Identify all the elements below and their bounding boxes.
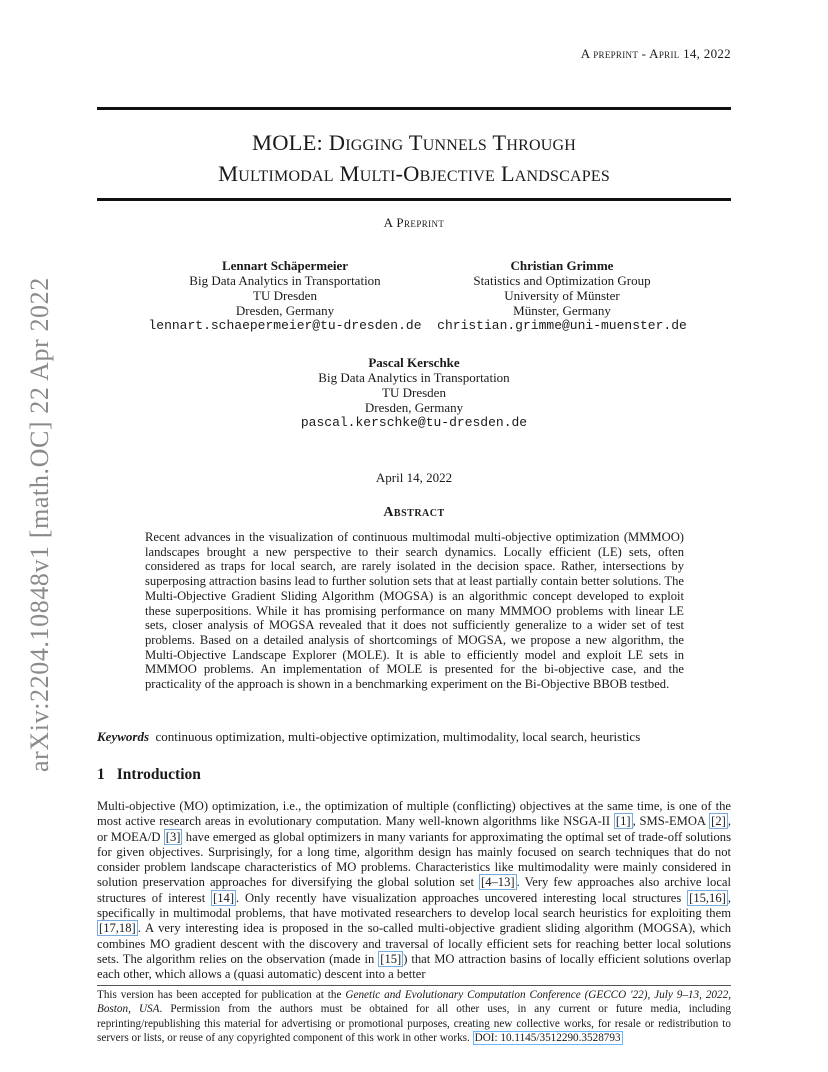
author-email[interactable]: pascal.kerschke@tu-dresden.de <box>300 415 528 430</box>
title-line-1: MOLE: Digging Tunnels Through <box>251 130 577 155</box>
abstract-heading: Abstract <box>383 505 445 520</box>
author-block <box>422 258 702 333</box>
author-institution: TU Dresden <box>253 288 317 303</box>
author-affiliation: Big Data Analytics in Transportation <box>318 370 510 385</box>
keywords-label: Keywords <box>97 729 149 744</box>
footnote <box>97 988 731 1046</box>
author-location: Münster, Germany <box>513 303 611 318</box>
paper-title <box>97 127 731 189</box>
author-institution: University of Münster <box>504 288 620 303</box>
author-email[interactable]: lennart.schaepermeier@tu-dresden.de <box>148 318 422 333</box>
text-run: have emerged as global optimizers in many variants for approximating the optimal set of trade-off solutions for given objectives. Surprisingly, for a long time, algorithm design has mainly focused on search techniques that do not consider problem landscape characteristics of MO problems. Characteristics like multimodality were mainly considered in solution preservation approaches for diversifying the global solution set <box>97 829 731 890</box>
text-run: , specifically in multimodal problems, that have motivated researchers to develop local search heuristics for exploiting them <box>97 890 732 921</box>
author-location: Dresden, Germany <box>364 400 464 415</box>
abstract-text: Recent advances in the visualization of continuous multimodal multi-objective optimization (MMMOO) landscapes brought a new perspective to their search dynamics. Locally efficient (LE) sets, often considered as traps for local search, are rarely isolated in the decision space. Rather, intersections by superposing attraction basins lead to further solution sets that at least partially contain better solutions. The Multi-Objective Gradient Sliding Algorithm (MOGSA) is an algorithmic concept developed to exploit these superpositions. While it has promising performance on many MMMOO problems with linear LE sets, closer analysis of MOGSA revealed that it does not sufficiently generalize to a wider set of test problems. Based on a detailed analysis of shortcomings of MOGSA, we propose a new algorithm, the Multi-Objective Landscape Explorer (MOLE). It is able to efficiently model and exploit LE sets in MMMOO problems. An implementation of MOLE is presented for the bi-objective case, and the practicality of the approach is shown in a benchmarking experiment on the Bi-Objective BBOB testbed. <box>145 530 684 692</box>
text-run: . A very interesting idea is proposed in the so-called multi-objective gradient sliding algorithm (MOGSA), which combines MO gradient descent with the discovery and traversal of locally efficient sets for reaching better local solutions sets. The algorithm relies on the observation (made in <box>97 921 731 966</box>
author-email[interactable]: christian.grimme@uni-muenster.de <box>437 318 687 333</box>
citation-link[interactable]: [14] <box>213 890 235 905</box>
text-run: Multi-objective (MO) optimization, i.e., the optimization of multiple (conflicting) objectives at the same time, is one of the most active research areas in evolutionary computation. Many well-known algorithms like NSGA-II <box>97 799 731 829</box>
title-line-2: Multimodal Multi-Objective Landscapes <box>218 161 610 186</box>
text-run: . Only recently have visualization approaches uncovered interesting local structures <box>236 890 688 905</box>
citation-link[interactable]: [1] <box>615 814 631 829</box>
author-name: Lennart Schäpermeier <box>221 258 348 273</box>
author-affiliation: Big Data Analytics in Transportation <box>189 273 381 288</box>
paper-date: April 14, 2022 <box>375 470 453 485</box>
keywords-text: continuous optimization, multi-objective optimization, multimodality, local search, heuristics <box>155 729 641 744</box>
running-header: A preprint - April 14, 2022 <box>580 46 731 61</box>
author-block <box>264 355 564 430</box>
author-name: Christian Grimme <box>510 258 614 273</box>
citation-link[interactable]: [4–13] <box>481 875 515 890</box>
text-run: This version has been accepted for publication at the <box>97 989 346 1001</box>
text-run: . Permission from the authors must be obtained for all other uses, in any current or future media, including reprinting/republishing this material for advertising or promotional purposes, creating new collective works, for resale or redistribution to servers or lists, or reuse of any copyrighted component of this work in other works. <box>97 1003 731 1045</box>
author-institution: TU Dresden <box>382 385 446 400</box>
author-location: Dresden, Germany <box>235 303 335 318</box>
author-block <box>120 258 450 333</box>
citation-link[interactable]: [15,16] <box>689 890 726 905</box>
author-name: Pascal Kerschke <box>368 355 460 370</box>
text-run: ) that MO attraction basins of locally efficient solutions overlap each other, which allows a (quasi automatic) descent into a better <box>97 951 731 982</box>
text-run: . Very few approaches also archive local structures of interest <box>97 875 731 905</box>
title-top-rule <box>97 107 731 110</box>
preprint-label: A Preprint <box>383 215 445 230</box>
citation-link[interactable]: [3] <box>165 829 181 844</box>
citation-link[interactable]: [17,18] <box>99 921 136 936</box>
section-number: 1 <box>97 766 105 783</box>
arxiv-stamp[interactable]: arXiv:2204.10848v1 [math.OC] 22 Apr 2022 <box>25 277 54 772</box>
doi-link[interactable]: DOI: 10.1145/3512290.3528793 <box>474 1032 621 1045</box>
section-title: Introduction <box>116 766 201 783</box>
text-run: , or MOEA/D <box>97 814 731 844</box>
section-heading <box>97 766 201 784</box>
citation-link[interactable]: [15] <box>380 951 402 966</box>
text-run: , SMS-EMOA <box>632 814 710 829</box>
title-bottom-rule <box>97 198 731 201</box>
keywords <box>97 729 640 745</box>
intro-paragraph <box>97 799 731 983</box>
venue-text: Genetic and Evolutionary Computation Conference (GECCO '22), July 9–13, 2022, Boston, USA <box>97 989 731 1016</box>
author-affiliation: Statistics and Optimization Group <box>473 273 651 288</box>
citation-link[interactable]: [2] <box>711 814 726 829</box>
footnote-rule <box>97 985 731 986</box>
